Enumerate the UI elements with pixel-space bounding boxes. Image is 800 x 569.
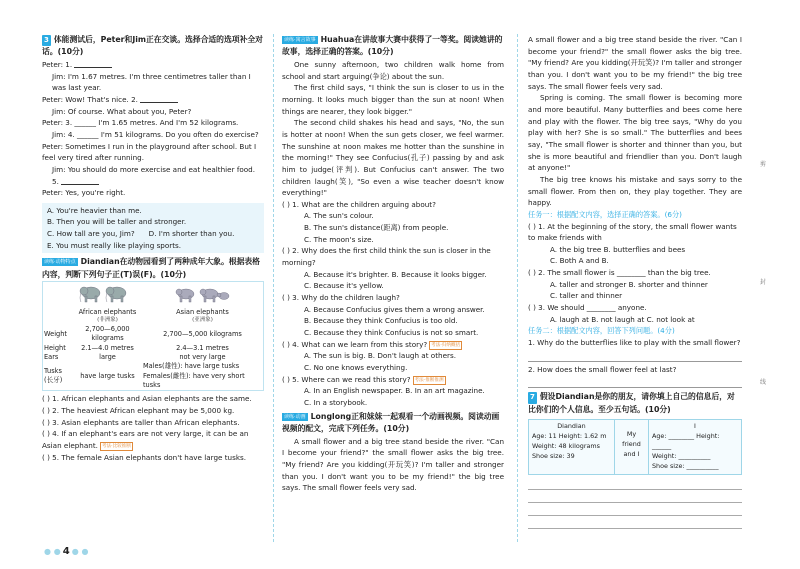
- table-row: Tusks (长牙) have large tusks Males(雄性): have large tusks Females(雌性): have very short tusks: [44, 362, 245, 390]
- task-option: A. the big tree B. butterflies and bees: [550, 244, 686, 254]
- task-option: C. taller and thinner: [550, 291, 623, 301]
- line-mark: 线: [760, 379, 767, 386]
- comparison-label: My friend and I: [615, 420, 649, 474]
- mc-question[interactable]: ( ) 2. Why does the first child think the sun is closer in the morning?: [282, 246, 491, 268]
- q7-heading: [528, 391, 742, 416]
- task-question: 1. Why do the butterflies like to play with the small flower?: [528, 338, 741, 348]
- story-paragraph: The second child shakes his head and says, "No, the sun is hotter at noon! When the sun gets closer, we feel warmer. The sunshine at noon makes me hotter than the sunshine in the morning!" They see Confucius(孔子) passing by and ask him to judge(评判). But Confucius can't answer. The two children laugh(笑), "So even a wise teacher doesn't know everything!": [282, 118, 504, 198]
- dialogue-line: Peter: Yes, you're right.: [42, 188, 126, 198]
- asian-elephant-icon: [172, 282, 232, 304]
- q7-number: 7: [528, 392, 537, 403]
- q7-title: 假设Diandian是你的朋友，请你填上自己的信息后，对比你们的个人信息。至少五句话。(10分): [528, 392, 735, 414]
- african-sub: (非洲象): [97, 317, 118, 324]
- q3-title: 体能测试后，Peter和Jim正在交谈。选择合适的选项补全对话。(10分): [42, 35, 263, 57]
- task-two-heading: 任务二：根据配文内容，回答下列问题。(4分): [528, 326, 675, 336]
- method-badge: 考法·比较推断: [100, 442, 133, 451]
- answer-blank[interactable]: [140, 96, 178, 103]
- option: A. You're heavier than me.: [47, 205, 142, 215]
- mc-question[interactable]: ( ) 4. What can we learn from this story? 考法·归纳概括: [282, 339, 461, 349]
- mc-option: B. Because they think Confucius is too old.: [304, 316, 458, 326]
- mc-option: A. Because Confucius gives them a wrong answer.: [304, 304, 485, 314]
- task-question[interactable]: ( ) 2. The small flower is ________ than the big tree.: [528, 268, 711, 278]
- task-option: A. laugh at B. not laugh at C. not look at: [550, 314, 695, 324]
- q3-options-box: [42, 203, 264, 254]
- option: B. Then you will be taller and stronger.: [47, 217, 187, 227]
- task-option: C. Both A and B.: [550, 256, 609, 266]
- tf-statement[interactable]: ( ) 2. The heaviest African elephant may be 5,000 kg.: [42, 406, 235, 416]
- dialogue-line: Jim: Of course. What about you, Peter?: [52, 106, 192, 116]
- method-badge: 考法·归纳概括: [429, 341, 462, 350]
- table-row: Height 2.1—4.0 metres 2.4—3.1 metres: [44, 343, 229, 352]
- dialogue-line: Peter: Wow! That's nice. 2.: [42, 94, 264, 106]
- info-comparison-box: [528, 419, 742, 475]
- dialogue-line: Jim: You should do more exercise and eat healthier food. 5.: [52, 164, 256, 186]
- mc-option: C. No one knows everything.: [304, 363, 408, 372]
- dialogue-line: Jim: 4. ______ I'm 51 kilograms. Do you often do exercise?: [52, 129, 259, 139]
- column-right: [528, 34, 742, 529]
- q5-heading: [282, 34, 504, 59]
- q4-title: Diandian在动物园看到了两种成年大象。根据表格内容，判断下列句子正(T)误(F)。(10分): [42, 257, 260, 279]
- african-title: African elephants: [78, 307, 137, 316]
- mc-option: C. Because they think Confucius is not so smart.: [304, 328, 479, 338]
- writing-area[interactable]: [528, 477, 742, 529]
- q5-title: Huahua在讲故事大赛中获得了一等奖。阅读她讲的故事，选择正确的答案。(10分): [282, 35, 503, 57]
- answer-line[interactable]: [528, 349, 742, 362]
- dialogue-line: Peter: Sometimes I run in the playground after school. But I feel very tired after running.: [42, 141, 257, 163]
- task-one-heading: 任务一：根据配文内容，选择正确的答案。(6分): [528, 209, 682, 219]
- animation-paragraph: Spring is coming. The small flower is becoming more and more beautiful. Many butterflies and bees come here and play with the flower. The big tree says, "Why do you play with her? She is so small." The butterflies and bees say, "The small flower is shorter and thinner than you, but she is more beautiful and friendlier than you. Don't laugh at anyone!": [528, 93, 742, 173]
- column-divider: [517, 34, 518, 542]
- mc-option: C. In a storybook.: [304, 397, 368, 407]
- method-badge: 考法·推断推测: [413, 376, 446, 385]
- q4-heading: [42, 256, 264, 281]
- option: C. How tall are you, Jim? D. I'm shorter than you.: [47, 229, 235, 239]
- mc-option: C. Because it's yellow.: [304, 281, 384, 291]
- mc-option: A. Because it's brighter. B. Because it looks bigger.: [304, 269, 487, 279]
- self-card[interactable]: I Age: ________ Height: ______ Weight: __________ Shoe size: __________: [652, 422, 720, 470]
- animation-paragraph: The big tree knows his mistake and says sorry to the small flower. From then on, they play together. They are happy.: [528, 174, 742, 208]
- task-option: A. taller and stronger B. shorter and thinner: [550, 279, 708, 289]
- q3-heading: [42, 34, 264, 59]
- asian-sub: (亚洲象): [192, 317, 213, 324]
- mc-question[interactable]: ( ) 5. Where can we read this story? 考法·推断推测: [282, 374, 444, 384]
- task-question: 2. How does the small flower feel at last?: [528, 364, 677, 374]
- story-paragraph: The first child says, "I think the sun is closer to us in the morning. It looks much bigger than the sun at noon! When things are nearer, they look bigger.": [282, 83, 504, 116]
- q6-title: Longlong正和妹妹一起观看一个动画视频。阅读动画视频的配文，完成下列任务。(10分): [282, 411, 500, 434]
- dialogue-line: Jim: I'm 1.67 metres. I'm three centimetres taller than I was last year.: [52, 71, 251, 93]
- mc-option: C. The moon's size.: [304, 234, 374, 244]
- answer-blank[interactable]: [61, 178, 99, 185]
- table-row: Ears large not very large: [44, 352, 226, 361]
- q3-number: 3: [42, 35, 51, 46]
- animation-paragraph: A small flower and a big tree stand beside the river. "Can I become your friend?" the small flower asks the big tree. "My friend? Are you kidding(开玩笑)? I'm taller and stronger than you. I don't want you to be my friend!" the big tree says. The small flower feels very sad.: [528, 35, 742, 91]
- tf-statement[interactable]: ( ) 1. African elephants and Asian elephants are the same.: [42, 394, 252, 404]
- mc-option: A. The sun's colour.: [304, 211, 374, 221]
- african-elephant-icon: [77, 282, 137, 304]
- answer-line[interactable]: [528, 375, 742, 388]
- mc-option: A. In an English newspaper. B. In an art magazine.: [304, 386, 485, 396]
- story-paragraph: One sunny afternoon, two children walk home from school and start arguing(争论) about the sun.: [282, 59, 504, 81]
- task-question[interactable]: ( ) 3. We should ________ anyone.: [528, 303, 647, 313]
- mc-option: B. The sun's distance(距离) from people.: [304, 223, 449, 233]
- mc-question[interactable]: ( ) 1. What are the children arguing about?: [282, 199, 436, 209]
- dialogue-line: Peter: 3. ______ I'm 1.65 metres. And I'm 52 kilograms.: [42, 118, 239, 128]
- tf-statement[interactable]: ( ) 5. The female Asian elephants don't have large tusks.: [42, 452, 247, 462]
- seal-mark: 封: [760, 279, 767, 286]
- q5-tag: 读练·寓言故事: [284, 37, 316, 43]
- q6-heading: [282, 411, 504, 436]
- asian-title: Asian elephants: [176, 307, 229, 316]
- column-middle: [282, 34, 504, 493]
- page-number: ● ● 4 ● ●: [44, 546, 89, 557]
- task-question[interactable]: ( ) 1. At the beginning of the story, the small flower wants to make friends with: [528, 221, 737, 243]
- table-row: Weight 2,700—6,000 kilograms 2,700—5,000 kilograms: [44, 324, 242, 343]
- answer-blank[interactable]: [74, 61, 112, 68]
- animation-paragraph-start: A small flower and a big tree stand beside the river. "Can I become your friend?" the small flower asks the big tree. "My friend? Are you kidding(开玩笑)? I'm taller and stronger than you. I don't want you to be my friend!" the big tree says. The small flower feels very sad.: [282, 436, 504, 493]
- mc-option: A. The sun is big. B. Don't laugh at others.: [304, 351, 456, 361]
- column-divider: [273, 34, 274, 542]
- dialogue-line: Peter: 1.: [42, 59, 264, 71]
- elephant-table: [42, 281, 264, 391]
- diandian-card: Diandian Age: 11 Height: 1.62 m Weight: 48 kilograms Shoe size: 39: [529, 420, 615, 474]
- mc-question[interactable]: ( ) 3. Why do the children laugh?: [282, 293, 400, 303]
- option: E. You must really like playing sports.: [47, 240, 182, 250]
- column-left: [42, 34, 264, 463]
- tf-statement[interactable]: ( ) 4. If an elephant's ears are not very large, it can be an Asian elephant. 考法·比较推断: [42, 429, 249, 451]
- tf-statement[interactable]: ( ) 3. Asian elephants are taller than African elephants.: [42, 417, 240, 427]
- q4-tag: 读练·动物特点: [44, 259, 76, 266]
- q6-tag: 读练·动画: [284, 413, 306, 420]
- cut-mark: 剪: [760, 161, 767, 168]
